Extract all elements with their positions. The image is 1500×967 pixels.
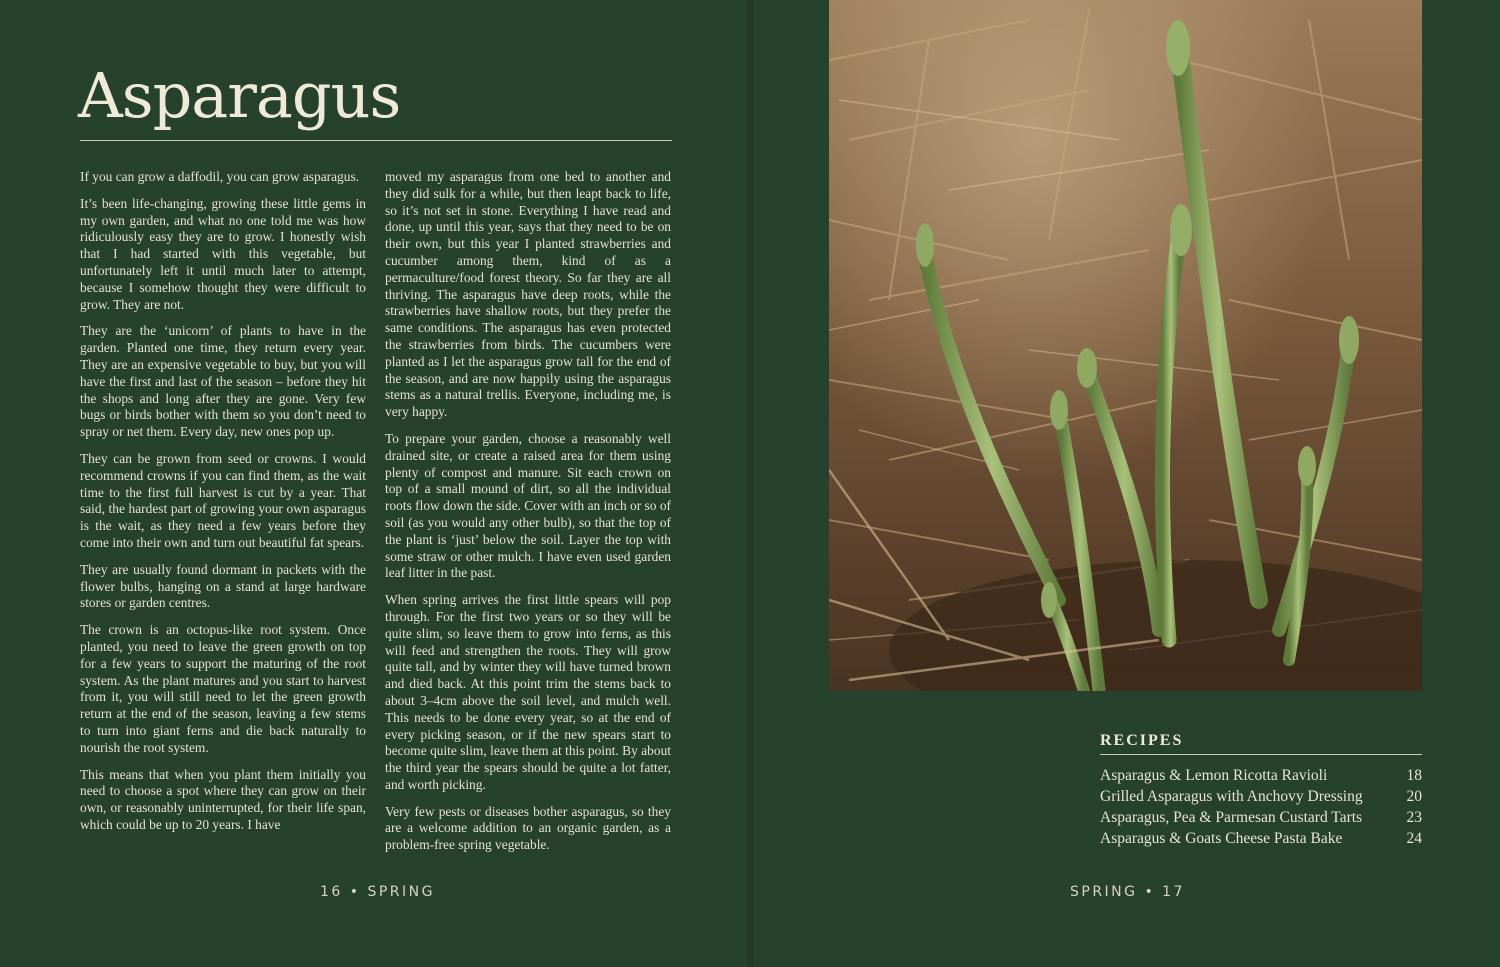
recipes-box <box>1100 732 1422 849</box>
recipe-item <box>1100 786 1422 807</box>
title-rule <box>80 140 672 141</box>
paragraph: They are usually found dormant in packets with the flower bulbs, hanging on a stand at large hardware stores or garden centres. <box>80 561 366 611</box>
asparagus-photo <box>829 0 1422 691</box>
recipes-heading: RECIPES <box>1100 732 1422 755</box>
paragraph: The crown is an octopus-like root system. Once planted, you need to leave the green growth on top for a few years to support the maturing of the root system. As the plant matures and you start to harvest from it, you will still need to let the green growth return at the end of the season, leaving a few stems to turn into giant ferns and die back naturally to nourish the root system. <box>80 622 366 755</box>
paragraph: moved my asparagus from one bed to another and they did sulk for a while, but then leapt back to life, so it’s not set in stone. Everything I have read and done, up until this year, says that they need to be on their own, but this year I planted strawberries and cucumber among them, kind of as a permaculture/food forest theory. So far they are all thriving. The asparagus have deep roots, while the strawberries have shallow roots, but they prefer the same conditions. The asparagus has even protected the strawberries from birds. The cucumbers were planted as I let the asparagus grow tall for the end of the season, and are now happily using the asparagus stems as a natural trellis. Everyone, including me, is very happy. <box>385 169 671 420</box>
paragraph: It’s been life-changing, growing these little gems in my own garden, and what no one told me was how ridiculously easy they are to grow. I honestly wish that I had started with this vegetable, but unfortunately left it until much later to attempt, because I somehow thought they were difficult to grow. They are not. <box>80 195 366 312</box>
paragraph: When spring arrives the first little spears will pop through. For the first two years or so they will be quite slim, so leave them to grow into ferns, as this will feed and strengthen the roots. They will grow quite tall, and by winter they will have turned brown and died back. At this point trim the stems back to about 3–4cm above the soil level, and mulch well. This needs to be done every year, so at the end of every picking season, or if the new spears start to become quite slim, leave them at this point. By about the third year the spears should be quite a lot fatter, and worth picking. <box>385 592 671 792</box>
recipe-item <box>1100 828 1422 849</box>
recipe-name: Asparagus & Lemon Ricotta Ravioli <box>1100 767 1328 784</box>
recipe-item <box>1100 807 1422 828</box>
recipe-page: 20 <box>1406 788 1422 805</box>
recipe-page: 24 <box>1406 830 1422 847</box>
folio-right: SPRING • 17 <box>1070 884 1185 900</box>
recipe-page: 18 <box>1406 767 1422 784</box>
recipe-name: Asparagus & Goats Cheese Pasta Bake <box>1100 830 1343 847</box>
page-title: Asparagus <box>78 59 401 132</box>
recipe-name: Grilled Asparagus with Anchovy Dressing <box>1100 788 1363 805</box>
paragraph: This means that when you plant them initially you need to choose a spot where they can grow on their own, or reasonably uninterrupted, for their life span, which could be up to 20 years. I have <box>80 766 366 832</box>
page-gutter <box>748 0 754 967</box>
paragraph: Very few pests or diseases bother asparagus, so they are a welcome addition to an organic garden, as a problem-free spring vegetable. <box>385 803 671 853</box>
paragraph: They are the ‘unicorn’ of plants to have in the garden. Planted one time, they return every year. They are an expensive vegetable to buy, but you will have the first and last of the season – before they hit the shops and long after they are gone. Very few bugs or birds bother with them so you don’t need to spray or net them. Every day, new ones pop up. <box>80 323 366 440</box>
paragraph: If you can grow a daffodil, you can grow asparagus. <box>80 169 360 184</box>
recipe-item <box>1100 765 1422 786</box>
folio-left: 16 • SPRING <box>320 884 435 900</box>
paragraph: To prepare your garden, choose a reasonably well drained site, or create a raised area for them using plenty of compost and manure. Sit each crown on top of a small mound of dirt, so all the individual roots flow down the side. Cover with an inch or so of soil (as you would any other bulb), so that the top of the plant is ‘just’ below the soil. Layer the top with some straw or other mulch. I have even used garden leaf litter in the past. <box>385 430 671 581</box>
body-column-left <box>80 169 366 844</box>
recipe-list <box>1100 765 1422 849</box>
recipe-name: Asparagus, Pea & Parmesan Custard Tarts <box>1100 809 1363 826</box>
recipe-page: 23 <box>1406 809 1422 826</box>
paragraph: They can be grown from seed or crowns. I would recommend crowns if you can find them, as the wait time to the first full harvest is cut by a year. That said, the hardest part of growing your own asparagus is the wait, as they need a few years before they come into their own and turn out beautiful fat spears. <box>80 450 366 550</box>
body-column-right <box>385 169 671 864</box>
